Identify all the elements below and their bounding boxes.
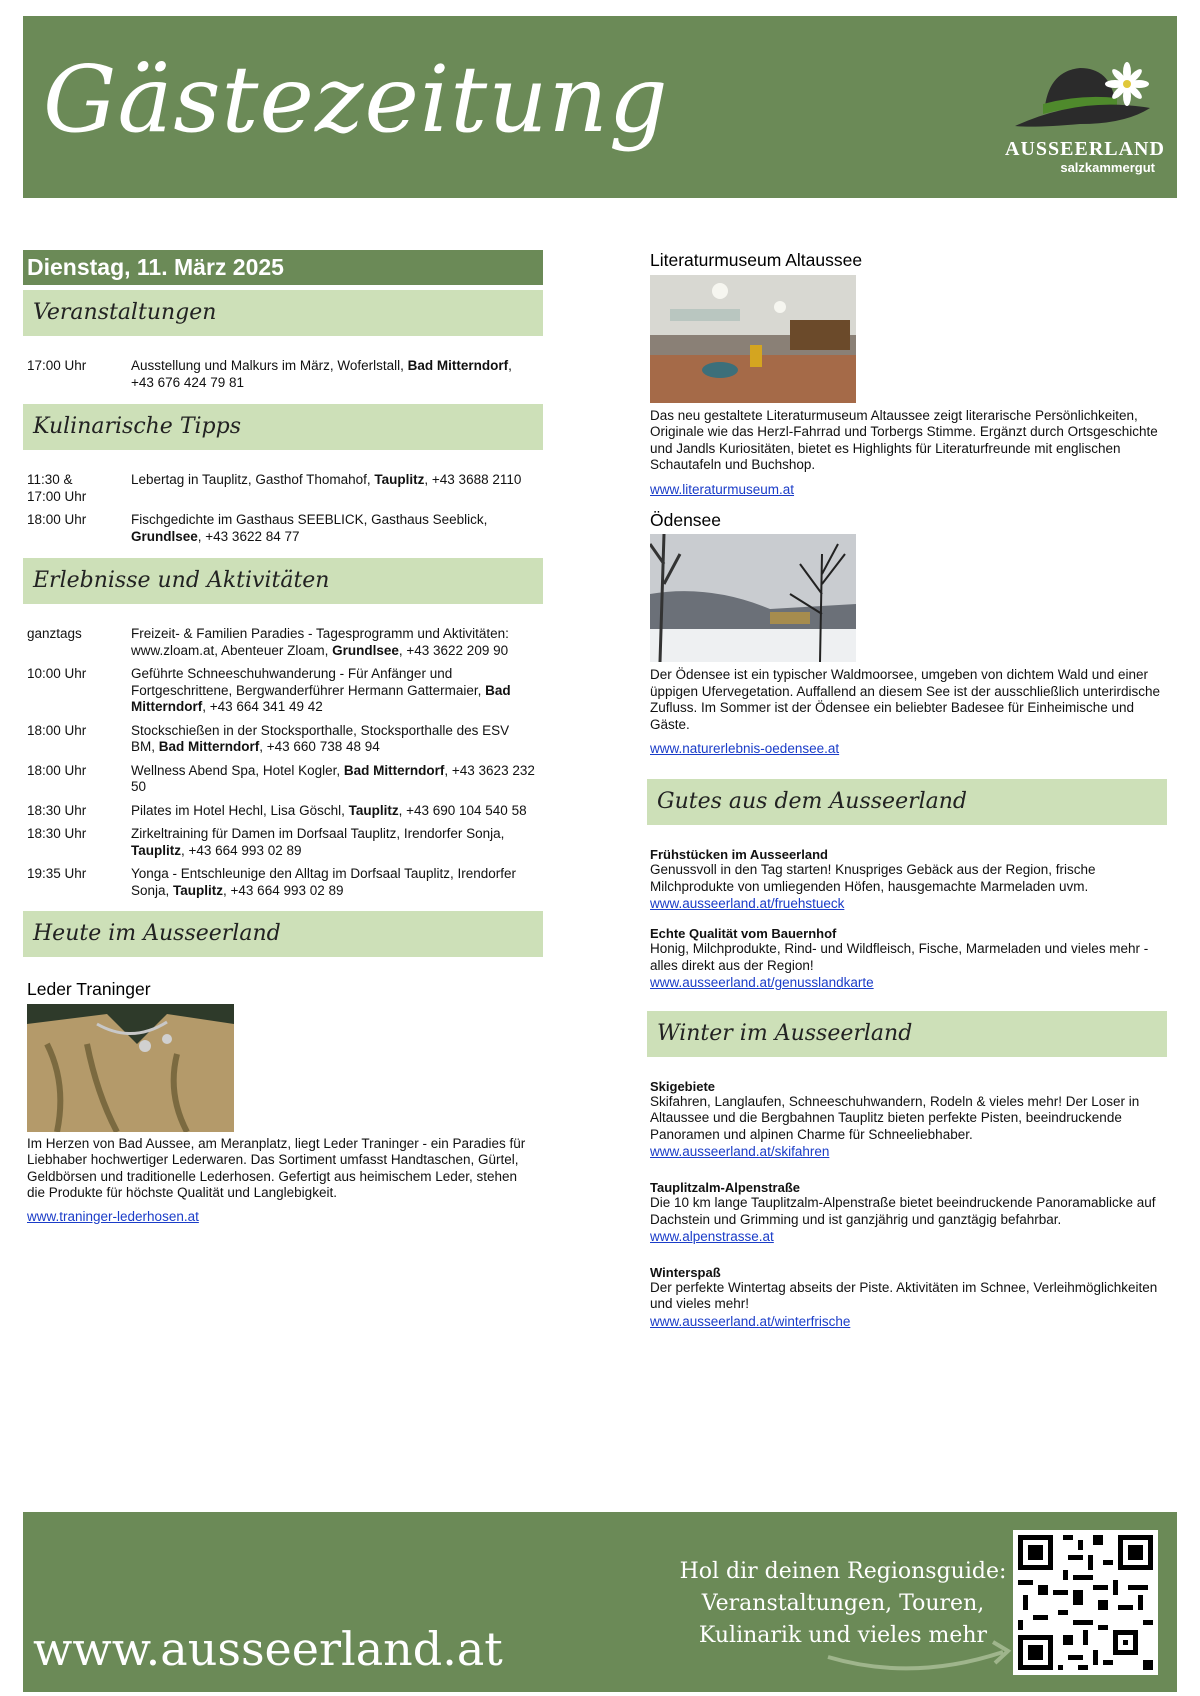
list-item [650,1265,1167,1330]
item-title: Winterspaß [650,1264,721,1280]
museum-image [650,275,856,403]
event-time: 18:30 Uhr [27,802,87,818]
traninger-link[interactable]: www.traninger-lederhosen.at [27,1208,199,1224]
event-row [23,358,543,391]
item-title: Echte Qualität vom Bauernhof [650,925,837,941]
article-heading: Literaturmuseum Altaussee [650,250,863,270]
event-text: Yonga - Entschleunige den Alltag im Dorfsaal Tauplitz, Irendorfer Sonja, Tauplitz, +43 664 993 02 89 [131,866,516,898]
list-item [650,1079,1167,1160]
event-time: 10:00 Uhr [27,666,87,681]
event-text: Wellness Abend Spa, Hotel Kogler, Bad Mitterndorf, +43 3623 232 50 [131,762,535,794]
genusslandkarte-link[interactable]: www.ausseerland.at/genusslandkarte [650,974,874,990]
events-list-erlebnisse [23,626,543,899]
right-column [647,250,1167,1330]
event-time: ganztags [27,626,82,641]
winter-list [647,1079,1167,1330]
footer-url[interactable]: www.ausseerland.at [33,1622,503,1676]
winterfrische-link[interactable]: www.ausseerland.at/winterfrische [650,1313,851,1329]
skifahren-link[interactable]: www.ausseerland.at/skifahren [650,1144,830,1160]
event-time: 18:00 Uhr [27,512,87,527]
guide-line: Hol dir deinen Regionsguide: [679,1559,1007,1584]
event-time: 18:00 Uhr [27,722,87,738]
event-time: 18:30 Uhr [27,826,87,841]
event-text: Pilates im Hotel Hechl, Lisa Göschl, Tauplitz, +43 690 104 540 58 [131,802,527,818]
lederhose-image [27,1004,234,1132]
event-text: Fischgedichte im Gasthaus SEEBLICK, Gasthaus Seeblick, Grundlsee, +43 3622 84 77 [131,512,488,544]
qr-code[interactable] [1013,1530,1158,1675]
fruehstueck-link[interactable]: www.ausseerland.at/fruehstueck [650,896,845,912]
event-row [23,512,543,545]
article-heading: Leder Traninger [27,979,151,999]
item-title: Skigebiete [650,1078,716,1094]
event-row [23,803,543,820]
article-heading: Ödensee [650,509,722,530]
article-text: Im Herzen von Bad Aussee, am Meranplatz, liegt Leder Traninger - ein Paradies für Liebhaber hochwertiger Lederwaren. Das Sortiment umfasst Handtaschen, Gürtel, Geldbörsen und traditionelle Lederhosen. Gefertigt aus heimischem Leder, stehen die Produkte für höchste Qualität und Langlebigkeit. [27,1135,526,1201]
event-text: Stockschießen in der Stocksporthalle, Stocksporthalle des ESV BM, Bad Mitterndorf, +43 660 738 48 94 [131,722,510,754]
page-title: Gästezeitung [43,46,669,153]
event-time: 19:35 Uhr [27,866,87,881]
ausseerland-logo[interactable] [1005,46,1165,176]
event-row [23,826,543,859]
events-list-veranstaltungen [23,358,543,391]
event-row [23,866,543,899]
item-text: Skifahren, Langlaufen, Schneeschuhwandern, Rodeln & vieles mehr! Der Loser in Altaussee und die Bergbahnen Tauplitz bieten perfekte Pisten, beeindruckende Panoramen und alpinen Charme für Schneeliebhaber. [650,1094,1140,1142]
event-row [23,763,543,796]
hat-icon [1005,46,1155,146]
literaturmuseum-link[interactable]: www.literaturmuseum.at [650,481,795,497]
article-text: Das neu gestaltete Literaturmuseum Altaussee zeigt literarische Persönlichkeiten, Originale wie das Herzl-Fahrrad und Torbergs Stimme. Ergänzt durch Ortsgeschichte und Jandls Kuriositäten, bietet es Highlights für Literaturfreunde mit englischen Schautafeln und Buchshop. [650,407,1158,473]
event-time: 17:00 Uhr [27,358,87,373]
event-row [23,723,543,756]
list-item [650,1180,1167,1245]
event-text: Ausstellung und Malkurs im März, Woferlstall, Bad Mitterndorf, +43 676 424 79 81 [131,358,512,390]
literatur-article [647,250,1167,498]
event-text: Zirkeltraining für Damen im Dorfsaal Tauplitz, Irendorfer Sonja, Tauplitz, +43 664 993 02 89 [131,826,505,858]
item-text: Der perfekte Wintertag abseits der Piste. Aktivitäten im Schnee, Verleihmöglichkeiten und vieles mehr! [650,1280,1158,1312]
event-text: Lebertag in Tauplitz, Gasthof Thomahof, Tauplitz, +43 3688 2110 [131,472,522,487]
guide-line: Kulinarik und vieles mehr [698,1623,988,1648]
article-text: Der Ödensee ist ein typischer Waldmoorsee, umgeben von dichtem Wald und einer üppigen Ufervegetation. Auffallend an diesem See ist der ausschließlich unterirdische Zufluss. Im Sommer ist der Ödensee ein beliebter Badesee für Einheimische und Gäste. [650,667,1161,732]
item-text: Genussvoll in den Tag starten! Knuspriges Gebäck aus der Region, frische Milchprodukte von umliegenden Höfen, hausgemachte Marmeladen uvm. [650,862,1096,894]
footer-banner [23,1512,1177,1692]
section-kulinarik: Kulinarische Tipps [23,404,543,450]
item-text: Honig, Milchprodukte, Rind- und Wildfleisch, Fische, Marmeladen und vieles mehr - alles direkt aus der Region! [650,941,1149,973]
section-erlebnisse: Erlebnisse und Aktivitäten [23,558,543,604]
event-row [23,472,543,505]
section-heute: Heute im Ausseerland [23,911,543,957]
item-text: Die 10 km lange Tauplitzalm-Alpenstraße bietet beeindruckende Panoramablicke auf Dachstein und Grimming und ist ganzjährig und ganztägig befahrbar. [650,1195,1156,1227]
header-banner [23,16,1177,198]
arrow-icon [823,1627,1023,1677]
event-time: 11:30 & 17:00 Uhr [27,472,87,504]
event-row [23,626,543,659]
list-item [650,847,1167,912]
logo-text: AUSSEERLAND [1005,138,1165,160]
lake-image [650,534,856,662]
event-text: Geführte Schneeschuhwanderung - Für Anfänger und Fortgeschrittene, Bergwanderführer Hermann Gattermaier, Bad Mitterndorf, +43 664 341 49 42 [131,666,511,714]
gutes-list [647,847,1167,991]
logo-subtext: salzkammergut [1060,160,1155,175]
oedensee-link[interactable]: www.naturerlebnis-oedensee.at [650,741,840,757]
qr-code-icon [1013,1530,1158,1675]
oedensee-article [647,510,1167,758]
section-winter: Winter im Ausseerland [647,1011,1167,1057]
date-heading: Dienstag, 11. März 2025 [23,250,543,285]
alpenstrasse-link[interactable]: www.alpenstrasse.at [650,1228,774,1244]
section-veranstaltungen: Veranstaltungen [23,290,543,336]
event-text: Freizeit- & Familien Paradies - Tagesprogramm und Aktivitäten: www.zloam.at, Abenteuer Zloam, Grundlsee, +43 3622 209 90 [131,626,509,658]
heute-article [23,979,543,1225]
item-title: Tauplitzalm-Alpenstraße [650,1179,801,1195]
event-row [23,666,543,716]
item-title: Frühstücken im Ausseerland [650,847,828,863]
guide-line: Veranstaltungen, Touren, [701,1591,985,1616]
list-item [650,926,1167,991]
event-time: 18:00 Uhr [27,762,87,778]
section-gutes: Gutes aus dem Ausseerland [647,779,1167,825]
events-list-kulinarik [23,472,543,545]
left-column [23,250,543,1225]
